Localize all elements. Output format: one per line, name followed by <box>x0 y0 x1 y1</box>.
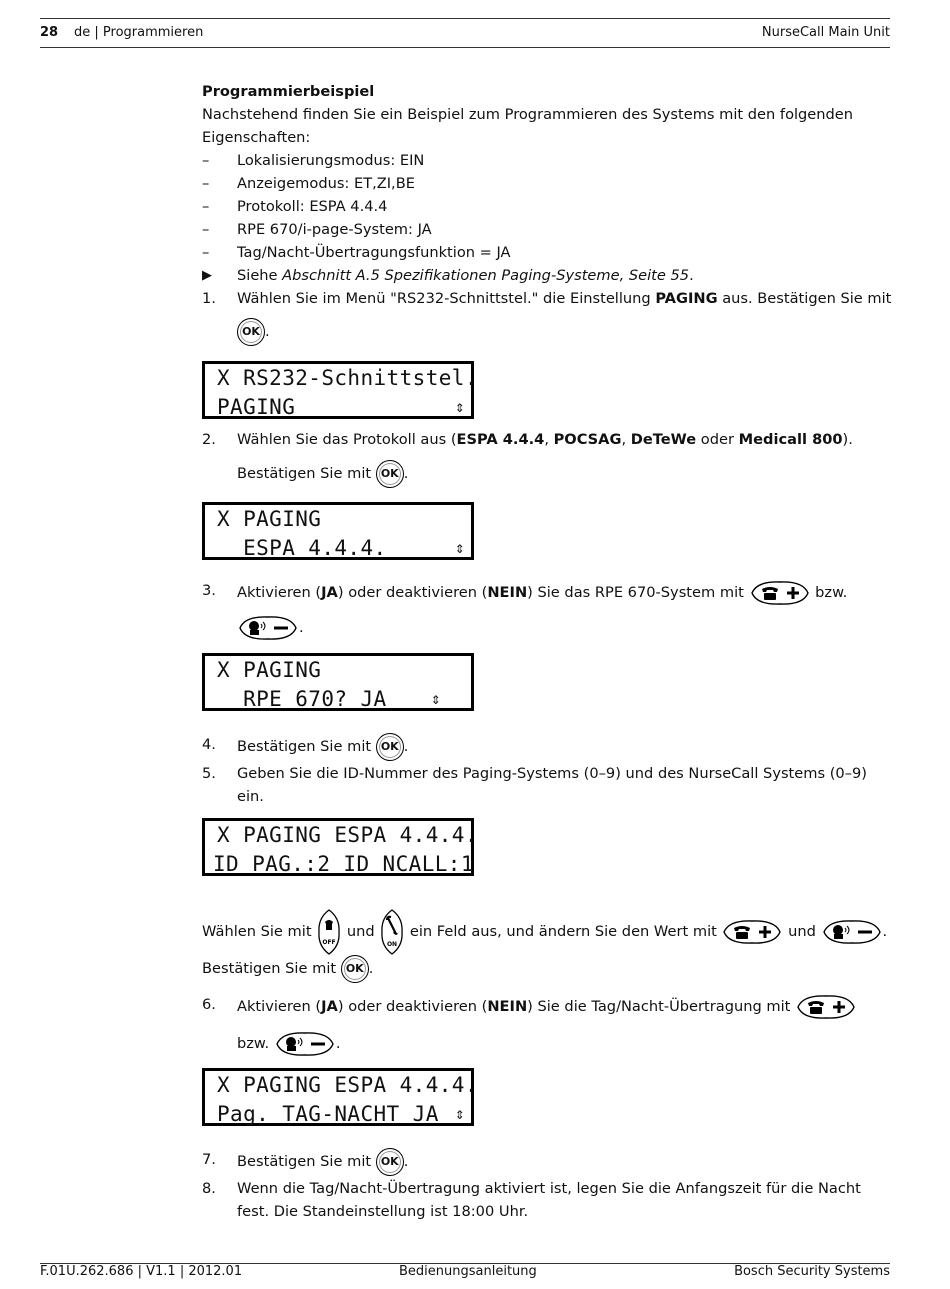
step-text-part: Wählen Sie im Menü "RS232-Schnittstel." die Einstellung <box>237 290 656 307</box>
protocol-option: ESPA 4.4.4 <box>456 431 545 448</box>
lcd-display <box>202 1068 478 1126</box>
period: . <box>299 619 304 636</box>
on-key-icon <box>379 908 405 956</box>
step-text-part: ) Sie die Tag/Nacht-Übertragung mit <box>527 998 791 1015</box>
step-text-part: Wählen Sie mit <box>202 923 312 940</box>
period: . <box>368 960 374 977</box>
step-text-part: ) oder deaktivieren ( <box>337 584 488 601</box>
lcd-line-2: Pag. TAG-NACHT JA <box>217 1102 439 1126</box>
speaker-minus-key-icon <box>821 918 883 946</box>
step-number: 8. <box>202 1180 216 1197</box>
step-text-bold: JA <box>321 584 338 601</box>
step-text <box>237 579 847 607</box>
arrow-icon: ▶ <box>202 268 212 283</box>
step-text: fest. Die Standeinstellung ist 18:00 Uhr. <box>237 1203 529 1220</box>
section-heading: Programmierbeispiel <box>202 83 375 100</box>
step-text-part: ) Sie das RPE 670-System mit <box>527 584 744 601</box>
lcd-display <box>202 653 474 711</box>
period: . <box>403 738 409 755</box>
step-text-bold: JA <box>321 998 338 1015</box>
step-number: 6. <box>202 996 216 1013</box>
step-text-part: aus. Bestätigen Sie mit <box>717 290 892 307</box>
list-item: Tag/Nacht-Übertragungsfunktion = JA <box>237 244 511 261</box>
lcd-display <box>202 361 478 419</box>
list-dash: – <box>202 152 210 169</box>
page-number: 28 <box>40 25 59 40</box>
list-item: Protokoll: ESPA 4.4.4 <box>237 198 388 215</box>
lcd-display <box>202 818 478 876</box>
confirm-text: Bestätigen Sie mit <box>237 465 372 482</box>
protocol-option: DeTeWe <box>630 431 697 448</box>
ok-button-icon: OK <box>376 733 404 761</box>
period: . <box>403 1153 409 1170</box>
list-dash: – <box>202 244 210 261</box>
step-text-bold: NEIN <box>487 584 528 601</box>
speaker-minus-key-icon <box>237 614 299 642</box>
ok-button-icon: OK <box>237 318 265 346</box>
key-line <box>237 1030 340 1058</box>
step-text: Geben Sie die ID-Nummer des Paging-Systems (0–9) und des NurseCall Systems (0–9) <box>237 765 867 782</box>
lcd-line-1: X RS232-Schnittstel. <box>217 366 478 390</box>
lcd-line-1: X PAGING ESPA 4.4.4. <box>217 823 478 847</box>
confirm-text: Bestätigen Sie mit <box>202 960 337 977</box>
section-title: de | Programmieren <box>74 25 204 40</box>
separator: , <box>621 431 631 448</box>
ok-button-icon: OK <box>376 1148 404 1176</box>
period: . <box>403 465 409 482</box>
bzw-text: bzw. <box>237 1035 270 1052</box>
und-text: und <box>788 923 816 940</box>
protocol-option: Medicall 800 <box>738 431 843 448</box>
step-text: ein. <box>237 788 264 805</box>
step-text-part: Aktivieren ( <box>237 998 322 1015</box>
step-text <box>237 993 857 1021</box>
und-text: und <box>346 923 375 940</box>
step-text: Wenn die Tag/Nacht-Übertragung aktiviert ist, legen Sie die Anfangszeit für die Nacht <box>237 1180 861 1197</box>
step-number: 1. <box>202 290 216 307</box>
period: . <box>882 923 888 940</box>
ref-link[interactable]: Abschnitt A.5 Spezifikationen Paging-Systeme, Seite 55 <box>282 267 690 284</box>
step-number: 2. <box>202 431 216 448</box>
step-text-part: Wählen Sie das Protokoll aus ( <box>237 431 457 448</box>
step-number: 7. <box>202 1151 216 1168</box>
lcd-line-1: X PAGING <box>217 658 322 682</box>
list-item: Lokalisierungsmodus: EIN <box>237 152 425 169</box>
lcd-line-2: ID PAG.:2 ID NCALL:1 <box>213 852 474 876</box>
product-name: NurseCall Main Unit <box>761 25 890 40</box>
lcd-line-2: ESPA 4.4.4. <box>217 536 387 560</box>
phone-plus-key-icon <box>749 579 811 607</box>
confirm-line <box>237 460 408 488</box>
lcd-line-1: X PAGING ESPA 4.4.4. <box>217 1073 478 1097</box>
up-down-arrow-icon: ⇕ <box>455 397 466 416</box>
list-item: Anzeigemodus: ET,ZI,BE <box>237 175 415 192</box>
phone-plus-key-icon <box>795 993 857 1021</box>
step-number: 5. <box>202 765 216 782</box>
protocol-option: POCSAG <box>553 431 622 448</box>
confirm-line <box>202 955 373 983</box>
step-text-part: ein Feld aus, und ändern Sie den Wert mit <box>409 923 717 940</box>
period: . <box>335 1035 341 1052</box>
list-item: RPE 670/i-page-System: JA <box>237 221 432 238</box>
step-text-bold: PAGING <box>655 290 718 307</box>
ref-prefix: Siehe <box>237 267 283 284</box>
confirm-text: Bestätigen Sie mit <box>237 1153 372 1170</box>
list-dash: – <box>202 221 210 238</box>
key-line <box>237 614 304 642</box>
intro-text: Eigenschaften: <box>202 129 311 146</box>
up-down-arrow-icon: ⇕ <box>431 689 442 708</box>
step-text-part: ) oder deaktivieren ( <box>337 998 488 1015</box>
lcd-line-1: X PAGING <box>217 507 322 531</box>
off-key-label: OFF <box>322 939 336 946</box>
phone-plus-key-icon <box>721 918 783 946</box>
list-dash: – <box>202 175 210 192</box>
lcd-line-2: PAGING <box>217 395 296 419</box>
step-number: 3. <box>202 582 216 599</box>
separator: , <box>544 431 554 448</box>
document-id: F.01U.262.686 | V1.1 | 2012.01 <box>40 1264 243 1279</box>
lcd-display <box>202 502 474 560</box>
document-type: Bedienungsanleitung <box>399 1264 537 1279</box>
select-instruction <box>202 908 887 956</box>
ref-suffix: . <box>689 267 694 284</box>
header-top-rule <box>40 18 890 19</box>
step-text-bold: NEIN <box>487 998 528 1015</box>
step-text-part: ). <box>842 431 853 448</box>
step-text <box>237 1148 408 1176</box>
list-dash: – <box>202 198 210 215</box>
up-down-arrow-icon: ⇕ <box>455 538 466 557</box>
step-text <box>237 733 408 761</box>
company-name: Bosch Security Systems <box>734 1264 890 1279</box>
off-key-icon <box>316 908 342 956</box>
period: . <box>265 323 270 340</box>
ok-line <box>237 318 270 346</box>
separator: oder <box>696 431 739 448</box>
intro-text: Nachstehend finden Sie ein Beispiel zum Programmieren des Systems mit den folgenden <box>202 106 854 123</box>
on-key-label: ON <box>387 941 398 948</box>
step-number: 4. <box>202 736 216 753</box>
up-down-arrow-icon: ⇕ <box>455 1104 466 1123</box>
speaker-minus-key-icon <box>274 1030 336 1058</box>
cross-reference <box>237 264 694 287</box>
lcd-line-2: RPE 670? JA <box>217 687 387 711</box>
step-text-part: Aktivieren ( <box>237 584 322 601</box>
bzw-text: bzw. <box>815 584 848 601</box>
ok-button-icon: OK <box>341 955 369 983</box>
ok-button-icon: OK <box>376 460 404 488</box>
header-bottom-rule <box>40 47 890 48</box>
confirm-text: Bestätigen Sie mit <box>237 738 372 755</box>
step-text <box>237 287 891 310</box>
step-text <box>237 428 853 451</box>
